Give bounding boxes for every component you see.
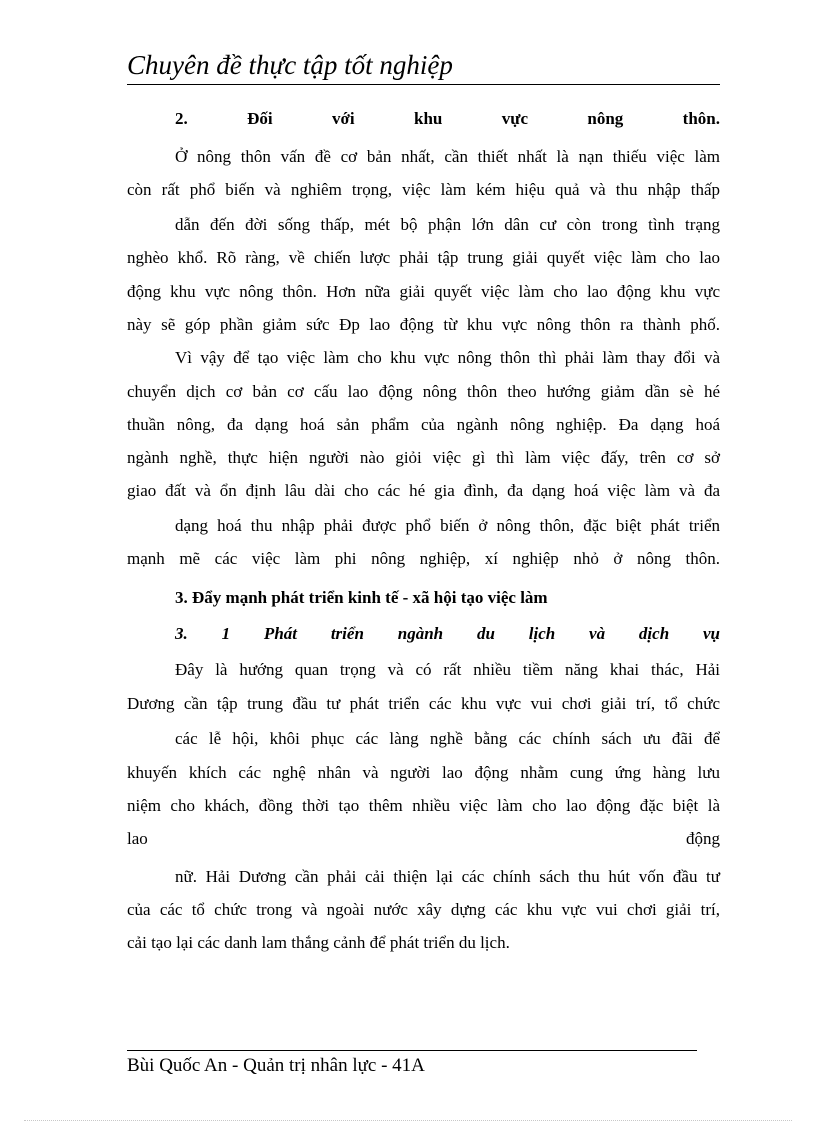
paragraph-line: Dương cần tập trung đầu tư phát triển các khu vực vui chơi giải trí, tổ chức: [127, 694, 720, 713]
paragraph-line: các lễ hội, khôi phục các làng nghề bằng các chính sách ưu đãi để: [175, 729, 720, 748]
paragraph-line: Đây là hướng quan trọng và có rất nhiều tiềm năng khai thác, Hải: [175, 660, 720, 679]
paragraph-line: niệm cho khách, đồng thời tạo thêm nhiều việc làm cho lao động đặc biệt là: [127, 796, 720, 815]
paragraph-line: nữ. Hải Dương cần phải cải thiện lại các chính sách thu hút vốn đầu tư: [175, 867, 720, 886]
section-heading: 3. Đẩy mạnh phát triển kinh tế - xã hội tạo việc làm: [175, 588, 548, 607]
section-heading: 2. Đối với khu vực nông thôn.: [175, 109, 720, 128]
paragraph-line: dạng hoá thu nhập phải được phổ biến ở nông thôn, đặc biệt phát triển: [175, 516, 720, 535]
paragraph-line: dẫn đến đời sống thấp, mét bộ phận lớn dân cư còn trong tình trạng: [175, 215, 720, 234]
paragraph-line: của các tổ chức trong và ngoài nước xây dựng các khu vực vui chơi giải trí,: [127, 900, 720, 919]
paragraph-line: thuần nông, đa dạng hoá sản phẩm của ngành nông nghiệp. Đa dạng hoá: [127, 415, 720, 434]
page-edge-divider: [24, 1120, 792, 1121]
paragraph-line: ngành nghề, thực hiện người nào giỏi việc gì thì làm việc đấy, trên cơ sở: [127, 448, 720, 467]
paragraph-line: lao động: [127, 829, 720, 848]
page-header-title: Chuyên đề thực tập tốt nghiệp: [127, 50, 453, 80]
paragraph-line: động khu vực nông thôn. Hơn nữa giải quyết việc làm cho lao động khu vực: [127, 282, 720, 301]
paragraph-line: mạnh mẽ các việc làm phi nông nghiệp, xí nghiệp nhỏ ở nông thôn.: [127, 549, 720, 568]
paragraph-line: còn rất phổ biến và nghiêm trọng, việc làm kém hiệu quả và thu nhập thấp: [127, 180, 720, 199]
paragraph-line: giao đất và ổn định lâu dài cho các hé gia đình, đa dạng hoá việc làm và đa: [127, 481, 720, 500]
subsection-heading: 3. 1 Phát triển ngành du lịch và dịch vụ: [175, 624, 720, 643]
footer-divider: [127, 1050, 697, 1051]
paragraph-line: nghèo khổ. Rõ ràng, về chiến lược phải tập trung giải quyết việc làm cho lao: [127, 248, 720, 267]
paragraph-line: Ở nông thôn vấn đề cơ bản nhất, cần thiết nhất là nạn thiếu việc làm: [175, 147, 720, 166]
paragraph-line: cải tạo lại các danh lam thắng cảnh để phát triển du lịch.: [127, 933, 510, 952]
paragraph-line: khuyến khích các nghệ nhân và người lao động nhằm cung ứng hàng lưu: [127, 763, 720, 782]
paragraph-line: Vì vậy để tạo việc làm cho khu vực nông thôn thì phải làm thay đổi và: [175, 348, 720, 367]
page-footer-author: Bùi Quốc An - Quản trị nhân lực - 41A: [127, 1055, 425, 1076]
paragraph-line: chuyển dịch cơ bản cơ cấu lao động nông thôn theo hướng giảm dần sè hé: [127, 382, 720, 401]
header-divider: [127, 84, 720, 85]
paragraph-line: này sẽ góp phần giảm sức Đp lao động từ khu vực nông thôn ra thành phố.: [127, 315, 720, 334]
